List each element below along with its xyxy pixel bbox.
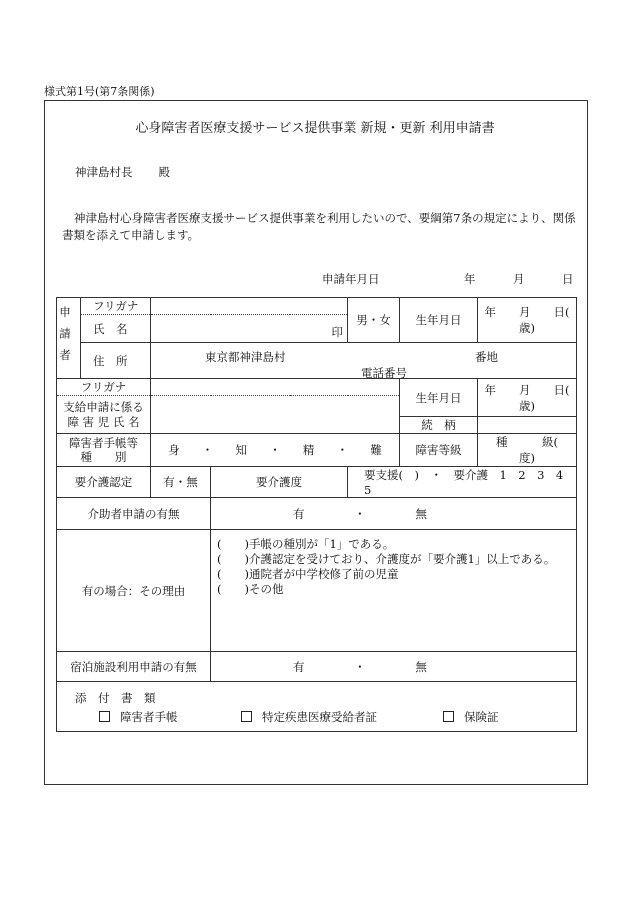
lodging-request-label: 宿泊施設利用申請の有無: [57, 652, 211, 682]
type-intractable[interactable]: 難: [370, 443, 382, 457]
attachment-insurance-card[interactable]: 保険証: [443, 709, 499, 725]
application-date-year: 年: [464, 272, 476, 286]
addressee: [75, 167, 170, 179]
form-number-label: 様式第1号(第7条関係): [44, 85, 155, 98]
child-birthdate-field[interactable]: 年 月 日( 歳): [478, 379, 577, 417]
address-banchi: 番地: [475, 350, 498, 364]
addressee-honorific: 殿: [158, 165, 170, 179]
phone-label: 電話番号: [361, 366, 407, 380]
care-level-label: 要介護度: [211, 467, 348, 498]
disability-grade-field[interactable]: 種 級( 度): [478, 434, 577, 467]
care-level-field[interactable]: 要支援( ) ・ 要介護 1 2 3 4 5: [348, 467, 577, 498]
applicant-birthdate-field[interactable]: 年 月 日( 歳): [478, 298, 577, 343]
reason-field[interactable]: [211, 530, 577, 652]
seal-mark: 印: [331, 325, 344, 339]
applicant-sex[interactable]: 男・女: [348, 298, 400, 343]
handbook-type-field[interactable]: 身 ・ 知 ・ 精 ・ 難: [151, 434, 400, 467]
applicant-name-field[interactable]: [151, 315, 348, 343]
helper-yes[interactable]: 有: [293, 506, 305, 521]
applicant-address-label: 住 所: [81, 343, 151, 379]
child-birthdate-label: 生年月日: [400, 379, 478, 417]
attachment-handbook[interactable]: 障害者手帳: [99, 709, 178, 725]
helper-request-field[interactable]: 有 ・ 無: [211, 498, 577, 530]
addressee-name: 神津島村長: [75, 165, 133, 179]
helper-request-label: 介助者申請の有無: [57, 498, 211, 530]
attachments-section: [57, 682, 577, 732]
applicant-furigana-field[interactable]: [151, 298, 348, 315]
type-physical[interactable]: 身: [168, 443, 180, 457]
application-table: [56, 297, 593, 732]
reason-item[interactable]: ( )手帳の種別が「1」である。: [217, 537, 395, 551]
checkbox[interactable]: [443, 711, 454, 722]
child-furigana-label: フリガナ: [57, 379, 151, 396]
disability-grade-label: 障害等級: [400, 434, 478, 467]
care-certification-field[interactable]: 有・無: [151, 467, 211, 498]
care-certification-label: 要介護認定: [57, 467, 151, 498]
applicant-furigana-label: フリガナ: [81, 298, 151, 315]
lodging-no[interactable]: 無: [415, 659, 427, 674]
application-date-label: 申請年月日: [322, 272, 380, 286]
application-statement: 神津島村心身障害者医療支援サービス提供事業を利用したいので、要綱第7条の規定により、関係書類を添えて申請します。: [62, 211, 576, 242]
child-relation-field[interactable]: [478, 417, 577, 434]
handbook-label: 障害者手帳等 種 別: [57, 434, 151, 467]
child-relation-label: 続 柄: [400, 417, 478, 434]
reason-item[interactable]: ( )介護認定を受けており、介護度が「要介護1」以上である。: [217, 552, 556, 566]
type-intellectual[interactable]: 知: [235, 443, 247, 457]
child-furigana-field[interactable]: [151, 379, 400, 396]
reason-label: 有の場合：その理由: [57, 530, 211, 652]
attachment-specified-disease[interactable]: 特定疾患医療受給者証: [241, 709, 377, 725]
form-title: 心身障害者医療支援サービス提供事業 新規・更新 利用申請書: [135, 121, 495, 136]
helper-no[interactable]: 無: [415, 506, 427, 521]
applicant-section-label: 申請者: [57, 298, 81, 379]
reason-item[interactable]: ( )その他: [217, 582, 284, 596]
application-date-month: 月: [513, 272, 525, 286]
address-prefix: 東京都神津島村: [205, 350, 286, 364]
attachments-label: 添 付 書 類: [75, 691, 156, 705]
child-name-label: 支給申請に係る 障 害 児 氏 名: [57, 396, 151, 434]
checkbox[interactable]: [99, 711, 110, 722]
applicant-address-field[interactable]: [151, 343, 577, 379]
checkbox[interactable]: [241, 711, 252, 722]
type-mental[interactable]: 精: [302, 443, 315, 457]
lodging-request-field[interactable]: 有 ・ 無: [211, 652, 577, 682]
application-date-day: 日: [562, 272, 574, 286]
lodging-yes[interactable]: 有: [293, 659, 305, 674]
applicant-name-label: 氏 名: [81, 315, 151, 343]
child-name-field[interactable]: [151, 396, 400, 434]
reason-item[interactable]: ( )通院者が中学校修了前の児童: [217, 567, 399, 581]
applicant-birthdate-label: 生年月日: [400, 298, 478, 343]
